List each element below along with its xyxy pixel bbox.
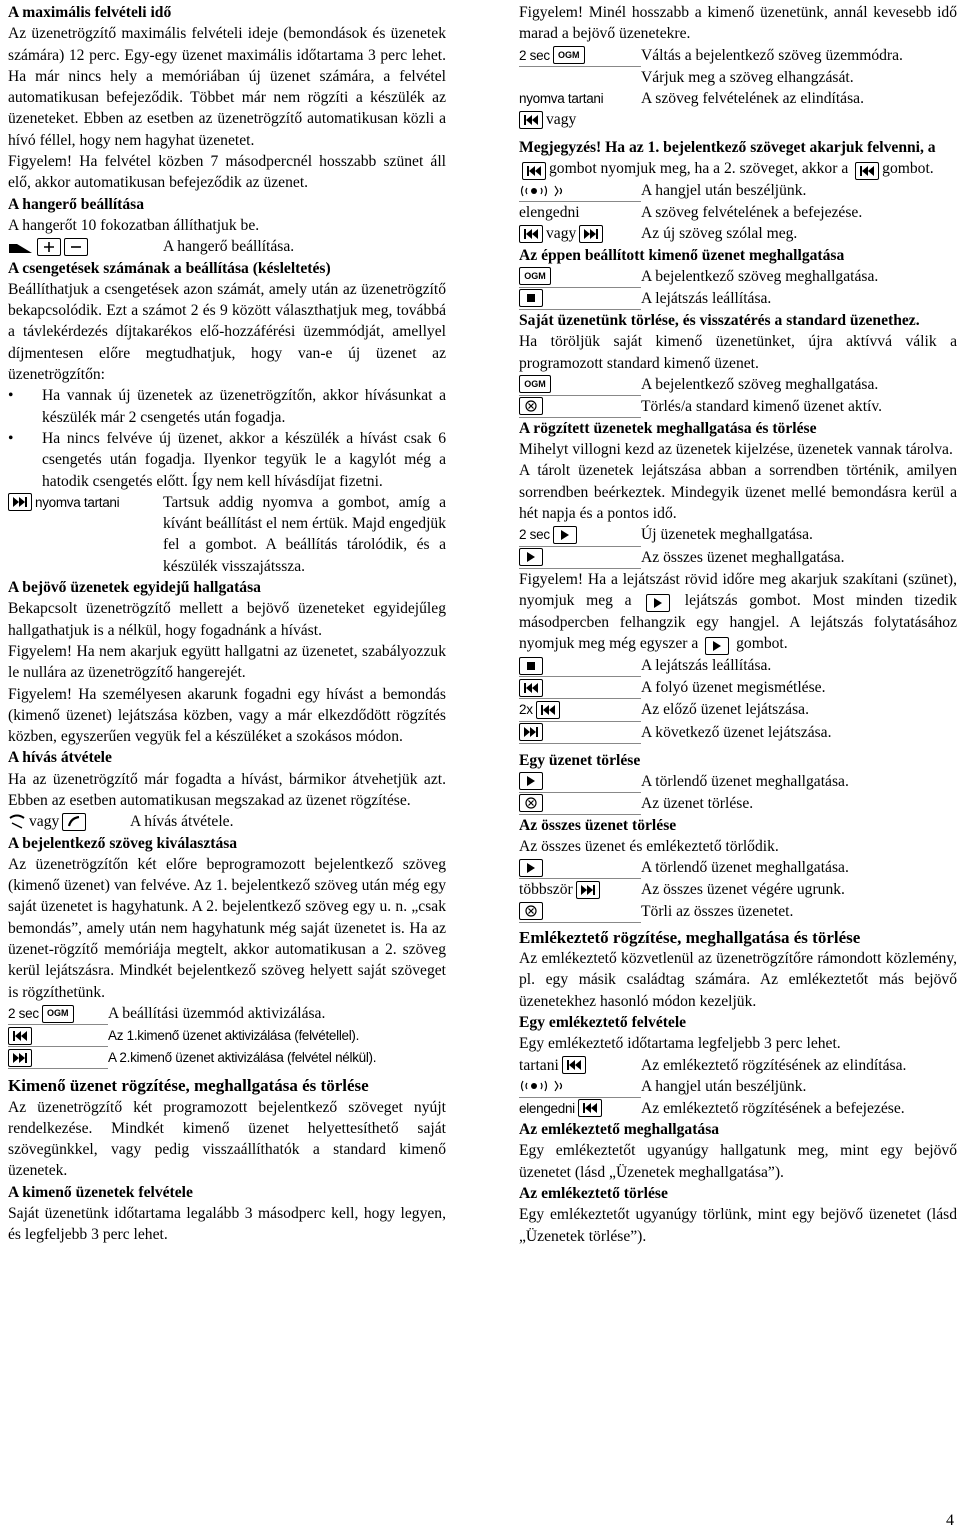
delete-key-icon	[519, 397, 543, 415]
speech-icon	[552, 184, 566, 198]
rewind-key-icon	[522, 162, 546, 180]
instruction-row	[519, 655, 957, 677]
section-title-delete-all: Az összes üzenet törlése	[519, 816, 677, 834]
paragraph: Figyelem! Minél hosszabb a kimenő üzenetünk, annál kevesebb idő marad a bejövő üzenetekre.	[519, 4, 957, 43]
plus-key-icon	[37, 238, 61, 256]
instruction-text: Az előző üzenet lejátszása.	[641, 701, 809, 719]
paragraph: Ha töröljük saját kimenő üzenetünket, újra aktívvá válik a programozott standard kimenő üzenet.	[519, 333, 957, 372]
paragraph: A tárolt üzenetek lejátszása abban a sorrendben történik, amilyen sorrendben beérkeztek. Mindegyik üzenet mellé bemondásra kerül a hét napja és a pontos idő.	[519, 462, 957, 523]
section-title-delete: Saját üzenetünk törlése, és visszatérés a standard üzenethez.	[519, 311, 920, 329]
instruction-row	[519, 88, 957, 131]
key-hint: vagy	[546, 225, 577, 243]
key-group	[519, 374, 641, 396]
section-title-current: Az éppen beállított kimenő üzenet meghallgatása	[519, 246, 845, 264]
paragraph: Saját üzenetünk időtartama legalább 3 másodperc kell, hogy legyen, és legfeljebb 3 perc lehet.	[8, 1205, 446, 1244]
forward-key-icon	[8, 493, 32, 511]
key-group	[8, 811, 130, 832]
key-hint: vagy	[546, 111, 577, 129]
instruction-text: Az emlékeztető rögzítésének a befejezése.	[641, 1099, 905, 1117]
rewind-key-icon	[519, 679, 543, 697]
instruction-row	[519, 677, 957, 699]
section-title-takeover: A hívás átvétele	[8, 749, 112, 767]
list-item: • Ha nincs felvéve új üzenet, akkor a készülék a hívást csak 6 csengetés után fogadja. Ilyenkor tegyük le a kagylót még a hatodik csengetés előtt. Így nem kell hívásdíjat fizetni.	[8, 428, 446, 492]
instruction-row	[519, 396, 957, 418]
remark-paragraph: Megjegyzés! Ha az 1. bejelentkező szöveget akarjuk felvenni, a	[519, 138, 936, 156]
remark-paragraph: gombot nyomjuk meg, ha a 2. szöveget, akkor a gombot.	[519, 158, 957, 180]
key-hint: nyomva tartani	[35, 494, 120, 510]
paragraph: Egy emlékeztető időtartama legfeljebb 3 perc lehet.	[519, 1035, 841, 1053]
key-hint: 2 sec	[8, 1005, 39, 1021]
section-title-memo-delete: Az emlékeztető törlése	[519, 1184, 668, 1202]
rewind-key-icon	[519, 225, 543, 243]
key-group	[519, 857, 641, 879]
play-key-icon	[519, 859, 543, 877]
key-group	[519, 771, 641, 793]
stop-key-icon	[519, 657, 543, 675]
ogm-key-icon: OGM	[42, 1005, 74, 1023]
talk-key-icon	[62, 813, 86, 831]
instruction-row	[519, 699, 957, 721]
handset-up-icon	[8, 814, 26, 830]
key-group	[519, 288, 641, 310]
instruction-text: Az összes üzenet végére ugrunk.	[641, 881, 845, 899]
key-group	[519, 1098, 641, 1119]
play-key-icon	[646, 594, 670, 612]
key-group	[8, 236, 163, 257]
instruction-text: A törlendő üzenet meghallgatása.	[641, 859, 849, 877]
minus-key-icon	[64, 238, 88, 256]
instruction-row	[519, 879, 957, 900]
instruction-text: A 2.kimenő üzenet aktivizálása (felvétel nélkül).	[108, 1050, 377, 1066]
instruction-text: Az 1.kimenő üzenet aktivizálása (felvétellel).	[108, 1028, 360, 1044]
instruction-text: Az új szöveg szólal meg.	[641, 225, 798, 243]
key-group	[519, 793, 641, 815]
rewind-key-icon	[562, 1056, 586, 1074]
instruction-text: A lejátszás leállítása.	[641, 657, 772, 675]
forward-key-icon	[8, 1049, 32, 1067]
instruction-row	[8, 811, 446, 832]
instruction-row	[519, 524, 957, 546]
instruction-text: A hangerő beállítása.	[163, 238, 295, 256]
play-key-icon	[705, 637, 729, 655]
paragraph: Az üzenetrögzítő két programozott bejelentkező szöveget nyújt rendelkezése. Mindkét kimenő üzenet helyettesíthető saját szövegünkkel, vagy pedig visszaállíthatók a standard kimenő üzenetek.	[8, 1098, 446, 1180]
instruction-text: A hangjel után beszéljünk.	[641, 182, 807, 200]
section-title-outgoing-record: A kimenő üzenetek felvétele	[8, 1183, 193, 1201]
instruction-text: A hívás átvétele.	[130, 813, 234, 831]
rewind-key-icon	[519, 111, 543, 129]
rewind-key-icon	[8, 1027, 32, 1045]
key-hint: 2 sec	[519, 47, 550, 63]
instruction-text: Várjuk meg a szöveg elhangzását.	[641, 68, 854, 86]
instruction-text: Törli az összes üzenetet.	[641, 902, 794, 920]
instruction-row	[8, 236, 446, 257]
instruction-row	[8, 492, 446, 577]
paragraph: Figyelem! Ha felvétel közben 7 másodpercnél hosszabb szünet áll elő, akkor automatikusan befejeződik az üzenet.	[8, 153, 446, 192]
instruction-row	[519, 1076, 957, 1098]
instruction-row	[519, 857, 957, 879]
key-hint: elengedni	[519, 1100, 575, 1116]
key-group	[519, 901, 641, 923]
section-title-memo: Emlékeztető rögzítése, meghallgatása és törlése	[519, 927, 861, 947]
key-group	[519, 879, 641, 900]
key-group	[519, 1076, 641, 1098]
instruction-row	[8, 1025, 446, 1047]
key-hint: vagy	[29, 813, 60, 831]
instruction-text: Új üzenetek meghallgatása.	[641, 526, 813, 544]
section-title-memo-play: Az emlékeztető meghallgatása	[519, 1121, 720, 1139]
key-group	[519, 524, 641, 546]
instruction-row	[519, 202, 957, 223]
speech-icon	[552, 1079, 566, 1093]
key-group	[519, 547, 641, 569]
paragraph: Bekapcsolt üzenetrögzítő mellett a bejövő üzeneteket egyidejűleg hallgathatjuk is a nélkül, hogy fogadnánk a hívást.	[8, 600, 446, 639]
paragraph: Egy emlékeztetőt ugyanúgy törlünk, mint egy bejövő üzenetet (lásd „Üzenetek törlése”).	[519, 1206, 957, 1245]
instruction-text: A bejelentkező szöveg meghallgatása.	[641, 375, 879, 393]
section-title-rings: A csengetések számának a beállítása (késleltetés)	[8, 259, 331, 277]
instruction-text: Az emlékeztető rögzítésének az elindítása.	[641, 1056, 907, 1074]
paragraph: Figyelem! Ha személyesen akarunk fogadni egy hívást a bemondás (kimenő üzenet) lejátszása közben, vagy a már elkezdődött rögzítés közben, egyszerűen vegyük fel a készüléket a szokásos módon.	[8, 685, 446, 746]
section-title-delete-one: Egy üzenet törlése	[519, 751, 641, 769]
key-group	[519, 223, 641, 244]
key-group	[519, 396, 641, 418]
instruction-row	[519, 793, 957, 815]
key-group	[519, 699, 641, 721]
key-hint: tartani	[519, 1056, 559, 1074]
section-title-outgoing: Kimenő üzenet rögzítése, meghallgatása és törlése	[8, 1076, 369, 1096]
key-group	[519, 266, 641, 288]
rewind-key-icon	[855, 162, 879, 180]
instruction-text: A hangjel után beszéljünk.	[641, 1077, 807, 1095]
key-group	[8, 1025, 108, 1047]
section-title-greeting-select: A bejelentkező szöveg kiválasztása	[8, 834, 238, 852]
key-hint: elengedni	[519, 204, 580, 222]
paragraph: Az üzenetrögzítő maximális felvételi ideje (bemondások és üzenetek számára) 12 perc. Egy-egy üzenet maximális időtartama 3 perc lehet. Ha már nincs hely a memóriában új üzenet számára, a felvétel automatikusan befejeződik. Többet már nem rögzíti a készülék az üzeneteket. Ebben az esetben az üzenetrögzítő automatikusan közli a hívó féllel, hogy nem hagyhat üzenetet.	[8, 25, 446, 149]
paragraph: A hangerőt 10 fokozatban állíthatjuk be.	[8, 216, 260, 234]
key-group	[519, 45, 641, 67]
key-group	[519, 722, 641, 744]
instruction-text: Törlés/a standard kimenő üzenet aktív.	[641, 397, 883, 415]
instruction-row	[519, 1098, 957, 1119]
key-hint: nyomva tartani	[519, 91, 604, 107]
instruction-text: A szöveg felvételének a befejezése.	[641, 204, 863, 222]
key-group	[519, 88, 641, 131]
instruction-row	[8, 1047, 446, 1069]
ogm-key-icon: OGM	[519, 267, 551, 285]
play-key-icon	[519, 772, 543, 790]
instruction-row	[519, 180, 957, 202]
stop-key-icon	[519, 289, 543, 307]
section-title-recorded: A rögzített üzenetek meghallgatása és törlése	[519, 419, 817, 437]
key-group	[519, 202, 641, 223]
key-hint: 2 sec	[519, 527, 550, 543]
play-key-icon	[519, 548, 543, 566]
paragraph: Figyelem! Ha a lejátszást rövid időre meg akarjuk szakítani (szünet), nyomjuk meg a lejátszás gombot. Most minden tizedik másodpercben felhangzik egy hangjel. A lejátszás folytatásához nyomjuk meg még egyszer a gombot.	[519, 569, 957, 656]
key-group	[519, 655, 641, 677]
instruction-text: A törlendő üzenet meghallgatása.	[641, 772, 849, 790]
instruction-text: A beállítási üzemmód aktivizálása.	[108, 1004, 326, 1022]
rewind-key-icon	[536, 701, 560, 719]
signal-beep-icon	[519, 184, 549, 198]
forward-key-icon	[519, 723, 543, 741]
instruction-row	[519, 547, 957, 569]
instruction-row	[519, 67, 957, 88]
key-hint: többször	[519, 881, 573, 899]
list-item: • Ha vannak új üzenetek az üzenetrögzítőn, akkor hívásunkat a készülék már 2 csengetés után fogadja.	[8, 385, 446, 428]
ogm-key-icon: OGM	[519, 375, 551, 393]
instruction-text: A folyó üzenet megismétlése.	[641, 679, 826, 697]
instruction-row	[519, 223, 957, 244]
key-group	[519, 67, 641, 88]
paragraph: Az összes üzenet és emlékeztető törlődik.	[519, 838, 779, 856]
section-title-max-time: A maximális felvételi idő	[8, 4, 172, 21]
instruction-text: A bejelentkező szöveg meghallgatása.	[641, 267, 879, 285]
forward-key-icon	[576, 881, 600, 899]
forward-key-icon	[579, 225, 603, 243]
instruction-row	[519, 771, 957, 793]
bullet-list	[8, 385, 446, 491]
left-column	[8, 2, 446, 1246]
instruction-text: Tartsuk addig nyomva a gombot, amíg a kívánt beállítást el nem értük. Majd engedjük fel a gombot. A beállítás tárolódik, és a készülék visszajátssza.	[163, 493, 446, 575]
section-title-volume: A hangerő beállítása	[8, 195, 145, 213]
paragraph: Ha az üzenetrögzítő már fogadta a hívást, bármikor átvehetjük azt. Ebben az esetben automatikusan megszakad az üzenet rögzítése.	[8, 770, 446, 809]
delete-key-icon	[519, 902, 543, 920]
page-number: 4	[946, 1512, 954, 1529]
key-group	[8, 1003, 108, 1025]
right-column	[519, 2, 957, 1247]
instruction-row	[519, 266, 957, 288]
key-hint: 2x	[519, 702, 533, 718]
instruction-text: Az üzenet törlése.	[641, 794, 754, 812]
ogm-key-icon: OGM	[553, 46, 585, 64]
instruction-row	[519, 288, 957, 310]
instruction-row	[519, 45, 957, 67]
section-title-incoming: A bejövő üzenetek egyidejű hallgatása	[8, 579, 261, 597]
key-group	[519, 1055, 641, 1076]
rewind-key-icon	[578, 1099, 602, 1117]
instruction-row	[519, 901, 957, 923]
paragraph: Beállíthatjuk a csengetések azon számát, amely után az üzenetrögzítő bekapcsolódik. Ezt a számot 2 és 9 között választhatjuk meg, továbbá a távlekérdezés díjtakarékos elő-hozzáférési üzemmódját, amellyel díjmentesen előre megtudhatjuk, hogy van-e új üzenet az üzenetrögzítőn:	[8, 280, 446, 384]
instruction-row	[519, 1055, 957, 1076]
volume-icon	[8, 239, 34, 255]
key-group	[519, 180, 641, 202]
key-group	[8, 492, 163, 513]
paragraph: Egy emlékeztetőt ugyanúgy hallgatunk meg, mint egy bejövő üzenetet (lásd „Üzenetek meghallgatása”).	[519, 1142, 957, 1181]
instruction-row	[519, 374, 957, 396]
delete-key-icon	[519, 794, 543, 812]
paragraph: Figyelem! Ha nem akarjuk együtt hallgatni az üzenetet, szabályozzuk le nullára az üzenetrögzítő hangerejét.	[8, 642, 446, 682]
key-group	[8, 1047, 108, 1069]
instruction-row	[519, 722, 957, 744]
instruction-row	[8, 1003, 446, 1025]
instruction-text: Az összes üzenet meghallgatása.	[641, 548, 845, 566]
paragraph: Az üzenetrögzítőn két előre beprogramozott bejelentkező szöveg (kimenő üzenet) van felvéve. Az 1. bejelentkező szöveg után még egy saját üzenetet is hagyhatunk. A 2. bejelentkező szöveg egy u. n. „csak bemondás”, amely után nem hagyhatunk még saját üzenetet is. Ha az üzenet-rögzítő memóriája megtelt, akkor automatikusan a 2. szöveg kerül lejátszásra. Mindkét bejelentkező szöveg helyett saját szöveget is rögzíthetünk.	[8, 855, 446, 1001]
paragraph: Az emlékeztető közvetlenül az üzenetrögzítőre rámondott közlemény, pl. egy másik családtag számára. Az emlékeztetőt más bejövő üzenetekhez hasonló módon kezeljük.	[519, 950, 957, 1010]
key-group	[519, 677, 641, 699]
instruction-text: Váltás a bejelentkező szöveg üzemmódra.	[641, 46, 903, 64]
instruction-text: A lejátszás leállítása.	[641, 289, 772, 307]
signal-beep-icon	[519, 1079, 549, 1093]
paragraph: Mihelyt villogni kezd az üzenetek kijelzése, üzenetek vannak tárolva.	[519, 441, 953, 459]
instruction-text: A szöveg felvételének az elindítása.	[641, 90, 864, 108]
section-title-memo-record: Egy emlékeztető felvétele	[519, 1013, 687, 1031]
instruction-text: A következő üzenet lejátszása.	[641, 723, 832, 741]
play-key-icon	[553, 526, 577, 544]
